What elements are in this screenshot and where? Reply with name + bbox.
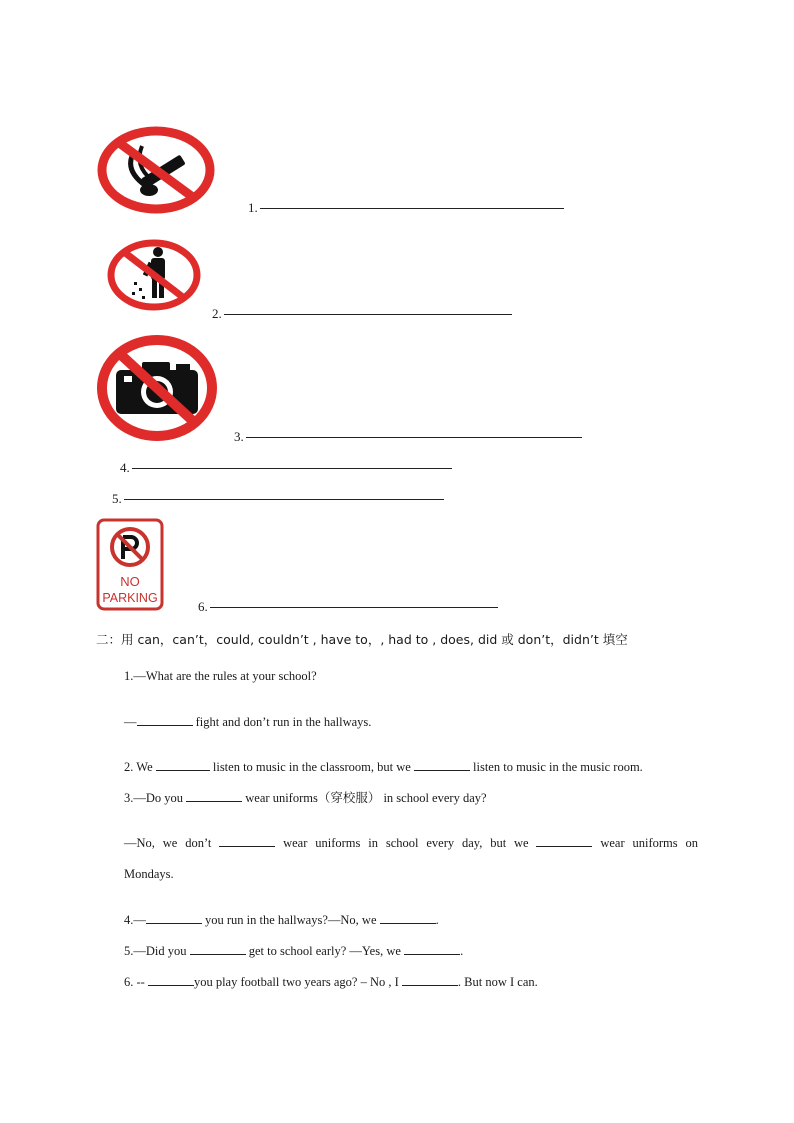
text: 3.—Do you [124, 791, 187, 805]
question-3-answer [124, 835, 698, 851]
section-heading: 二：用 can，can’t，could, couldn’t , have to，, had to , does, did 或 don’t，didn’t 填空 [96, 632, 628, 647]
text: 2. We [124, 760, 156, 774]
no-camera-icon [96, 334, 218, 442]
text: — [124, 715, 137, 729]
text: listen to music in the music room. [469, 760, 643, 774]
question-3-answer-cont: Mondays. [124, 867, 174, 881]
answer-line[interactable] [132, 468, 452, 469]
text: wear uniforms in school every day, but we [275, 836, 537, 850]
fill-blank[interactable] [148, 974, 194, 986]
text: wear uniforms（穿校服） in school every day? [242, 791, 487, 805]
text: 6. -- [124, 975, 148, 989]
fill-blank[interactable] [402, 974, 458, 986]
fill-blank[interactable] [414, 759, 470, 771]
fill-blank[interactable] [137, 714, 193, 726]
no-littering-sign [106, 238, 202, 312]
answer-line[interactable] [210, 607, 498, 608]
text: you run in the hallways?—No, we [201, 913, 380, 927]
fill-blank[interactable] [380, 912, 436, 924]
text: 5.—Did you [124, 944, 190, 958]
question-3 [124, 790, 487, 806]
no-smoking-icon [96, 126, 216, 214]
question-5 [124, 943, 463, 959]
fill-blank[interactable] [186, 790, 242, 802]
item-number: 4. [120, 460, 130, 475]
no-parking-line1: NO [120, 574, 140, 589]
no-littering-icon [106, 238, 202, 312]
text: fight and don’t run in the hallways. [192, 715, 372, 729]
fill-blank[interactable] [190, 943, 246, 955]
text: . But now I can. [457, 975, 538, 989]
text: wear uniforms on [592, 836, 699, 850]
fill-blank[interactable] [156, 759, 210, 771]
no-photography-sign [96, 334, 218, 442]
fill-blank[interactable] [146, 912, 202, 924]
no-parking-icon [96, 518, 164, 611]
item-number: 3. [234, 429, 244, 444]
no-smoking-sign [96, 126, 216, 214]
item-number: 5. [112, 491, 122, 506]
text: . [460, 944, 464, 958]
text: . [435, 913, 439, 927]
text: get to school early? —Yes, we [245, 944, 405, 958]
answer-line[interactable] [260, 208, 564, 209]
item-number: 2. [212, 306, 222, 321]
text: —No, we don’t [124, 836, 220, 850]
text: listen to music in the classroom, but we [209, 760, 414, 774]
question-4 [124, 912, 439, 928]
question-1-answer [124, 714, 371, 730]
question-2 [124, 759, 643, 775]
answer-line[interactable] [246, 437, 582, 438]
item-number: 1. [248, 200, 258, 215]
fill-blank[interactable] [536, 835, 592, 847]
question-6 [124, 974, 538, 990]
no-parking-sign [96, 518, 164, 611]
text: you play football two years ago? – No , I [193, 975, 402, 989]
question-1-prompt: 1.—What are the rules at your school? [124, 669, 317, 683]
item-number: 6. [198, 599, 208, 614]
answer-line[interactable] [224, 314, 512, 315]
fill-blank[interactable] [404, 943, 460, 955]
text: 4.— [124, 913, 146, 927]
fill-blank[interactable] [219, 835, 275, 847]
no-parking-line2: PARKING [102, 591, 158, 605]
answer-line[interactable] [124, 499, 444, 500]
